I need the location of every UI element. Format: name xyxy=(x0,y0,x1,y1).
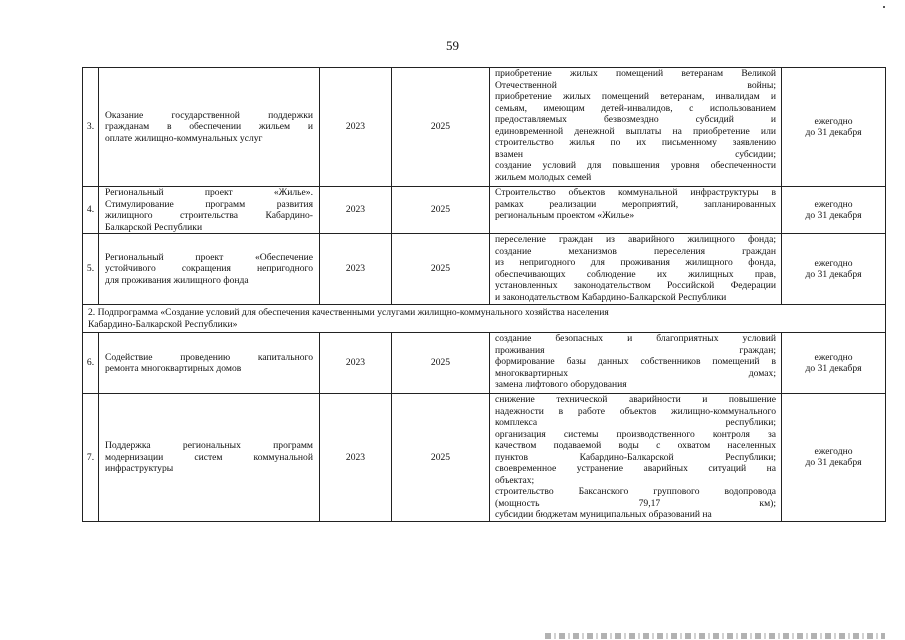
subprogram-title-line: Кабардино-Балкарской Республики» xyxy=(88,318,238,330)
activity-line: установленных законодательством Российской Федерации xyxy=(495,280,776,291)
start-year: 2023 xyxy=(320,333,392,394)
end-year: 2025 xyxy=(392,333,490,394)
page-number: 59 xyxy=(446,38,459,53)
activity-line: строительство Баксанского группового водопровода xyxy=(495,486,776,497)
measure-name-line: Поддержка региональных программ xyxy=(105,440,313,451)
subprogram-title-line: 2. Подпрограмма «Создание условий для обеспечения качественными услугами жилищно-коммунального хозяйства населения xyxy=(88,307,609,318)
scan-speck xyxy=(883,6,885,8)
activity-line: единовременной денежной выплаты на приобретение или xyxy=(495,125,776,137)
deadline-line: до 31 декабря xyxy=(805,269,862,280)
table-row xyxy=(83,394,886,522)
activity-line: замена лифтового оборудования xyxy=(495,379,627,390)
start-year: 2023 xyxy=(320,394,392,522)
activity-line: многоквартирных домах; xyxy=(495,367,776,379)
activities-cell xyxy=(490,234,782,305)
activity-line: из непригодного для проживания жилищного фонда, xyxy=(495,257,776,268)
end-year: 2025 xyxy=(392,68,490,187)
activity-line: Отечественной войны; xyxy=(495,79,776,91)
measure-name-line: оплате жилищно-коммунальных услуг xyxy=(105,132,263,144)
measure-name-line: для проживания жилищного фонда xyxy=(105,274,249,286)
deadline-line: ежегодно xyxy=(814,198,853,210)
deadline-line: ежегодно xyxy=(814,351,853,363)
activity-line: создание условий для повышения уровня обеспеченности xyxy=(495,160,776,171)
measure-name-cell xyxy=(99,68,320,187)
end-year: 2025 xyxy=(392,187,490,234)
deadline-line: ежегодно xyxy=(814,257,853,269)
measure-name-line: гражданам в обеспечении жильем и xyxy=(105,121,313,133)
deadline-line: ежегодно xyxy=(814,445,853,457)
measure-name-cell xyxy=(99,187,320,234)
activity-line: комплекса республики; xyxy=(495,417,776,428)
activity-line: жильем молодых семей xyxy=(495,171,592,183)
activity-line: создание механизмов переселения граждан xyxy=(495,245,776,257)
activities-cell xyxy=(490,333,782,394)
activity-line: взамен субсидии; xyxy=(495,148,776,160)
activity-line: качеством подаваемой воды с охватом населенных xyxy=(495,440,776,451)
activity-line: формирование базы данных собственников помещений в xyxy=(495,356,776,367)
deadline-cell xyxy=(782,394,886,522)
deadline-cell xyxy=(782,68,886,187)
end-year: 2025 xyxy=(392,394,490,522)
measure-name-line: ремонта многоквартирных домов xyxy=(105,363,242,374)
measure-name-line: Содействие проведению капитального xyxy=(105,351,313,363)
measure-name-line: Балкарской Республики xyxy=(105,221,203,233)
activity-line: приобретение жилых помещений ветеранам, инвалидам и xyxy=(495,91,776,102)
table-row xyxy=(83,68,886,187)
activity-line: своевременное устранение аварийных ситуаций на xyxy=(495,463,776,474)
measure-name-line: Региональный проект «Обеспечение xyxy=(105,251,313,263)
measure-name-line: Оказание государственной поддержки xyxy=(105,109,313,121)
measure-name-cell xyxy=(99,333,320,394)
measure-name-line: Стимулирование программ развития xyxy=(105,198,313,210)
row-number: 5. xyxy=(83,234,99,305)
activity-line: семьям, имеющим детей-инвалидов, с использованием xyxy=(495,102,776,114)
deadline-cell xyxy=(782,187,886,234)
scan-artifact xyxy=(545,633,885,639)
deadline-line: ежегодно xyxy=(814,115,853,127)
activity-line: Строительство объектов коммунальной инфраструктуры в xyxy=(495,187,776,198)
table-row xyxy=(83,234,886,305)
table-row xyxy=(83,333,886,394)
table-row xyxy=(83,187,886,234)
activity-line: организация системы производственного контроля за xyxy=(495,428,776,440)
deadline-line: до 31 декабря xyxy=(805,210,862,221)
measure-name-cell xyxy=(99,394,320,522)
activity-line: создание безопасных и благоприятных условий xyxy=(495,333,776,344)
measure-name-line: инфраструктуры xyxy=(105,463,174,474)
activities-cell xyxy=(490,68,782,187)
start-year: 2023 xyxy=(320,234,392,305)
activity-line: рамках реализации мероприятий, запланированных xyxy=(495,198,776,210)
end-year: 2025 xyxy=(392,234,490,305)
activity-line: предоставляемых безвозмездно субсидий и xyxy=(495,114,776,125)
deadline-cell xyxy=(782,234,886,305)
start-year: 2023 xyxy=(320,68,392,187)
subprogram-header-row xyxy=(83,305,886,333)
activity-line: пунктов Кабардино-Балкарской Республики; xyxy=(495,451,776,463)
start-year: 2023 xyxy=(320,187,392,234)
activities-cell xyxy=(490,187,782,234)
activities-cell xyxy=(490,394,782,522)
row-number: 6. xyxy=(83,333,99,394)
measure-name-line: жилищного строительства Кабардино- xyxy=(105,210,313,221)
deadline-line: до 31 декабря xyxy=(805,127,862,138)
activity-line: региональным проектом «Жилье» xyxy=(495,210,635,221)
row-number: 7. xyxy=(83,394,99,522)
activity-line: снижение технической аварийности и повышение xyxy=(495,394,776,405)
activity-line: надежности в работе объектов жилищно-коммунального xyxy=(495,405,776,417)
activity-line: и законодательством Кабардино-Балкарской Республики xyxy=(495,291,727,303)
measure-name-line: Региональный проект «Жилье». xyxy=(105,187,313,198)
measure-name-line: модернизации систем коммунальной xyxy=(105,451,313,463)
deadline-line: до 31 декабря xyxy=(805,363,862,374)
deadline-cell xyxy=(782,333,886,394)
activity-line: субсидии бюджетам муниципальных образований на xyxy=(495,509,712,520)
activity-line: проживания граждан; xyxy=(495,344,776,356)
measure-name-cell xyxy=(99,234,320,305)
activity-line: (мощность 79,17 км); xyxy=(495,497,776,509)
activity-line: строительство жилья по их письменному заявлению xyxy=(495,137,776,148)
subprogram-title xyxy=(83,305,886,333)
row-number: 4. xyxy=(83,187,99,234)
activity-line: обеспечивающих соблюдение их жилищных прав, xyxy=(495,268,776,280)
activity-line: переселение граждан из аварийного жилищного фонда; xyxy=(495,234,776,245)
row-number: 3. xyxy=(83,68,99,187)
program-activities-table xyxy=(82,67,886,522)
measure-name-line: устойчивого сокращения непригодного xyxy=(105,263,313,275)
activity-line: объектах; xyxy=(495,474,535,486)
activity-line: приобретение жилых помещений ветеранам Великой xyxy=(495,68,776,79)
deadline-line: до 31 декабря xyxy=(805,457,862,469)
